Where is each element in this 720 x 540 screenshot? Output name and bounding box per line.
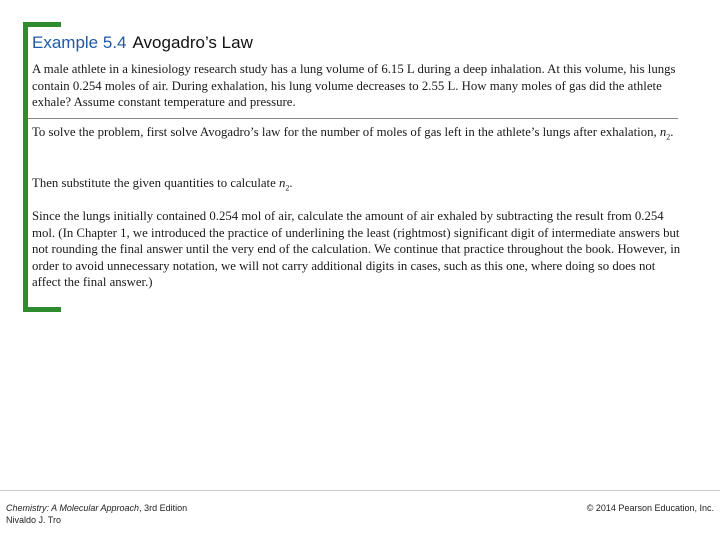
example-title bbox=[32, 33, 253, 53]
footer-divider bbox=[0, 490, 720, 491]
example-name: Avogadro’s Law bbox=[132, 33, 253, 52]
divider bbox=[28, 118, 678, 119]
solution-step-3: Since the lungs initially contained 0.254 mol of air, calculate the amount of air exhaled by subtracting the result from 0.254 mol. (In Chapter 1, we introduced the practice of underlining the least (rightmost) significant digit of intermediate answers but not rounding the final answer until the very end of the calculation. We continue that practice throughout the book. However, in order to avoid unnecessary notation, we will not carry additional digits in cases, such as this one, where doing so does not affect the final answer.) bbox=[32, 209, 681, 290]
bracket-bottom bbox=[23, 307, 61, 312]
book-author: Nivaldo J. Tro bbox=[6, 514, 62, 525]
book-edition: , 3rd Edition bbox=[139, 503, 188, 513]
bracket-left bbox=[23, 22, 28, 312]
problem-statement: A male athlete in a kinesiology research study has a lung volume of 6.15 L during a deep inhalation. At this volume, his lungs contain 0.254 moles of air. During exhalation, his lung volume decreases to 2.55 L. How many moles of gas did the athlete exhale? Assume constant temperature and pressure. bbox=[32, 62, 676, 110]
footer-citation bbox=[6, 503, 187, 526]
solution-step-2: Then substitute the given quantities to calculate $n_2$. bbox=[32, 176, 293, 193]
footer-copyright: © 2014 Pearson Education, Inc. bbox=[586, 503, 714, 513]
example-number: Example 5.4 bbox=[32, 33, 127, 52]
book-title: Chemistry: A Molecular Approach bbox=[6, 503, 140, 513]
bracket-top bbox=[23, 22, 61, 27]
solution-step-1: To solve the problem, first solve Avogadro’s law for the number of moles of gas left in the athlete’s lungs after exhalation, $n_2$. bbox=[32, 125, 674, 142]
